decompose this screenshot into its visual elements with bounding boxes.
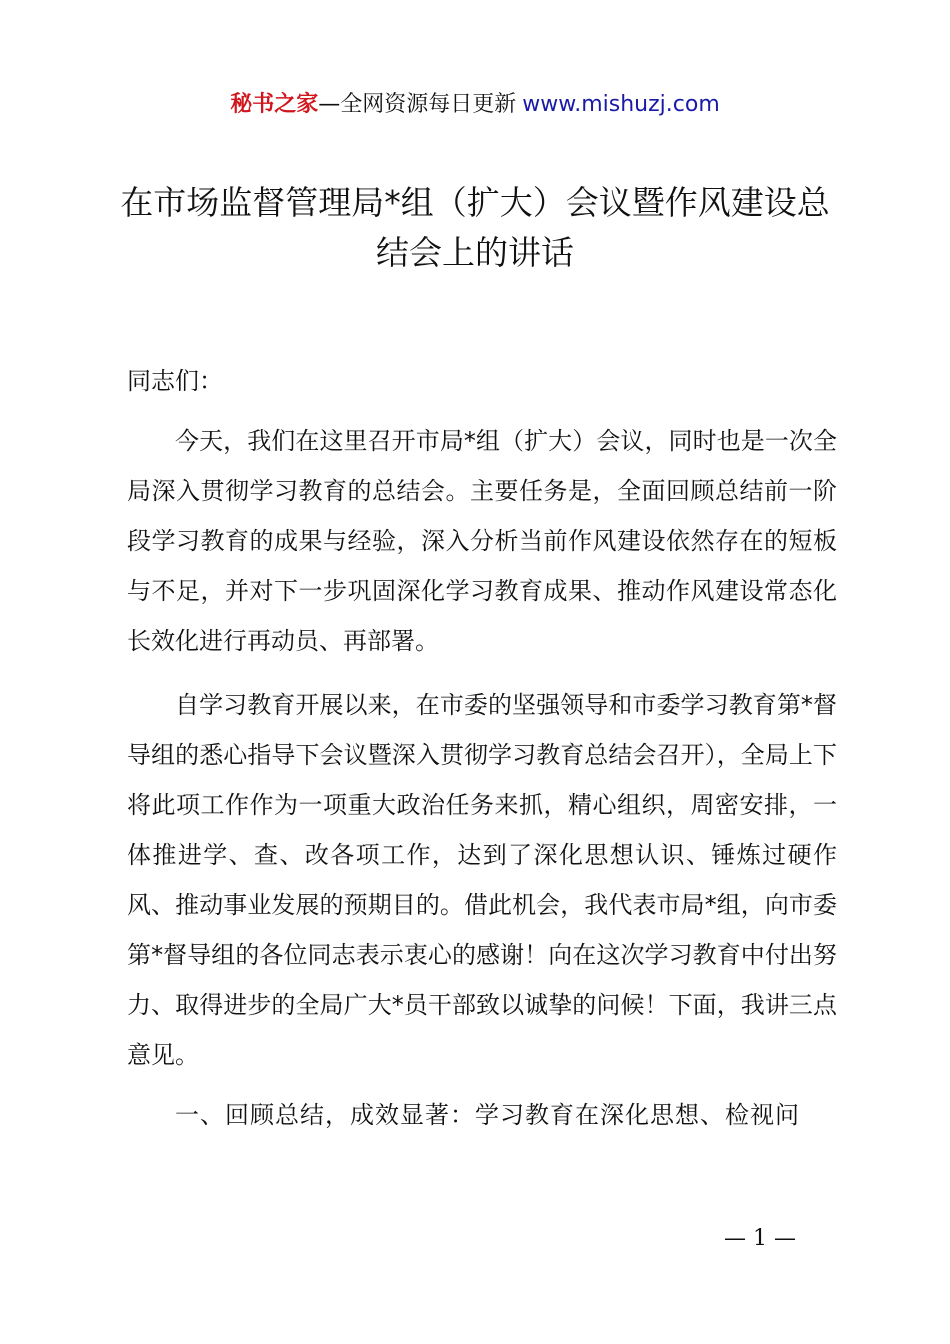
section-heading-1: 一、回顾总结，成效显著：学习教育在深化思想、检视问: [175, 1101, 800, 1129]
site-slogan: 全网资源每日更新: [340, 92, 517, 117]
header-separator: —: [318, 92, 341, 117]
document-title: 在市场监督管理局*组（扩大）会议暨作风建设总结会上的讲话: [120, 183, 830, 272]
page-number: — 1 —: [724, 1226, 796, 1251]
salutation: 同志们：: [127, 367, 223, 395]
site-header: [0, 88, 950, 122]
paragraph-2: 自学习教育开展以来，在市委的坚强领导和市委学习教育第*督导组的悉心指导下会议暨深入贯彻学习教育总结会召开），全局上下将此项工作作为一项重大政治任务来抓，精心组织，周密安排，一体推进学、查、改各项工作，达到了深化思想认识、锤炼过硬作风、推动事业发展的预期目的。借此机会，我代表市局*组，向市委第*督导组的各位同志表示衷心的感谢！向在这次学习教育中付出努力、取得进步的全局广大*员干部致以诚挚的问候！下面，我讲三点意见。: [127, 691, 837, 1069]
paragraph-1: 今天，我们在这里召开市局*组（扩大）会议，同时也是一次全局深入贯彻学习教育的总结会。主要任务是，全面回顾总结前一阶段学习教育的成果与经验，深入分析当前作风建设依然存在的短板与不足，并对下一步巩固深化学习教育成果、推动作风建设常态化长效化进行再动员、再部署。: [127, 427, 837, 655]
site-url-link[interactable]: www.mishuzj.com: [522, 92, 720, 117]
site-name: 秘书之家: [230, 92, 319, 117]
